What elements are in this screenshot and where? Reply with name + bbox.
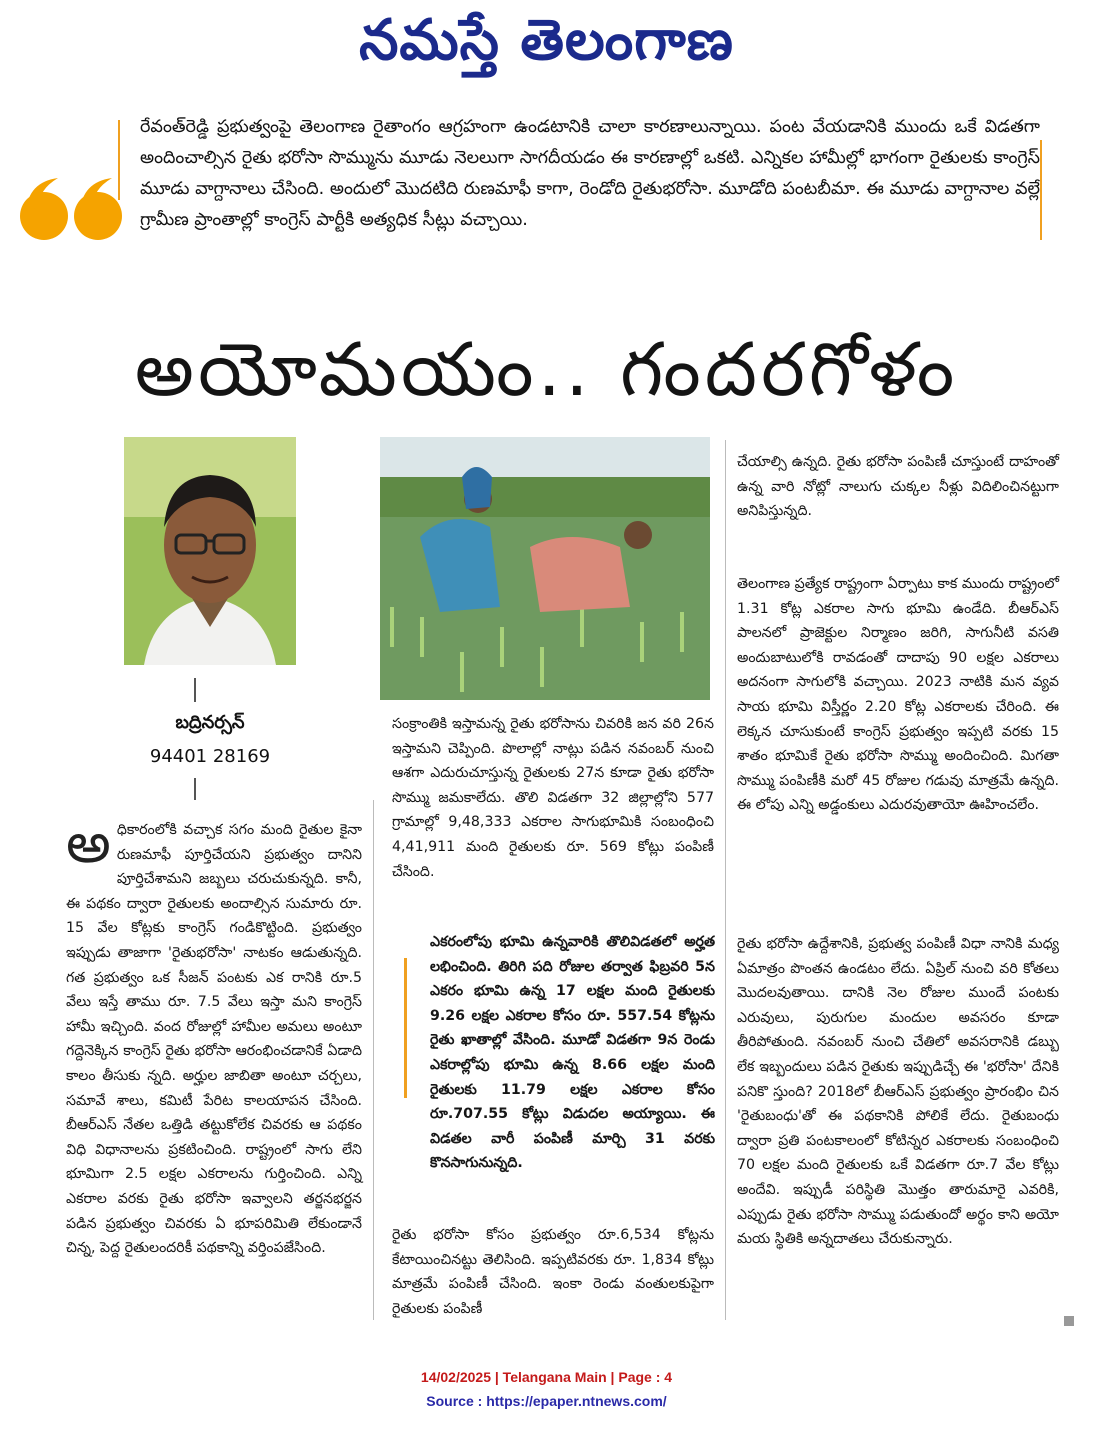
headline: అయోమయం.. గందరగోళం — [134, 327, 959, 413]
dropcap: అ — [66, 811, 111, 876]
column-3-bottom — [737, 932, 1059, 1252]
col2-para-1: సంక్రాంతికి ఇస్తామన్న రైతు భరోసాను చివరికి జన వరి 26న ఇస్తామని చెప్పింది. పొలాల్లో నాట్లు పడిన నవంబర్ నుంచి ఆశగా ఎదురుచూస్తున్న రైతులకు 27న కూడా రైతు భరోసా సొమ్ము జమకాలేదు. తొలి విడతగా 32 జిల్లాల్లోని 577 గ్రామాల్లో 9,48,333 ఎకరాల సాగుభూమికి సంబంధించి 4,41,911 మంది రైతులకు రూ. 569 కోట్లు పంపిణీ చేసింది. — [392, 716, 714, 880]
footer-source-line: Source : https://epaper.ntnews.com/ — [426, 1393, 667, 1409]
author-rule-bottom — [194, 778, 196, 800]
farm-photo — [380, 437, 710, 700]
column-3-top — [737, 450, 1059, 524]
col3-para-1: చేయాల్సి ఉన్నది. రైతు భరోసా పంపిణీ చూస్తుంటే దాహంతో ఉన్న వారి నోట్లో నాలుగు చుక్కల నీళ్లు విదిలించినట్టుగా అనిపిస్తున్నది. — [737, 454, 1059, 520]
masthead-title: నమస్తే తెలంగాణ — [359, 7, 734, 73]
col1-para-1-text: ధికారంలోకి వచ్చాక సగం మంది రైతుల కైనా రుణమాఫీ పూర్తిచేయని ప్రభుత్వం దానిని పూర్తిచేశామని జబ్బలు చరుచుకున్నది. కానీ, ఈ పథకం ద్వారా రైతులకు అందాల్సిన సుమారు రూ. 15 వేల కోట్లకు కాంగ్రెస్ గండికొట్టింది. ప్రభుత్వం ఇప్పుడు తాజాగా 'రైతుభరోసా' నాటకం ఆడుతున్నది. గత ప్రభుత్వం ఒక సీజన్ పంటకు ఎక రానికి రూ.5 వేలు ఇస్తే తాము రూ. 7.5 వేలు ఇస్తా మని కాంగ్రెస్ హామీ ఇచ్చింది. వంద రోజుల్లో హామీల అమలు అంటూ గద్దెనెక్కిన కాంగ్రెస్ రైతు భరోసా ఆరంభించడానికే ఏడాది కాలం తీసుకు న్నది. అర్హుల జాబితా అంటూ చర్చలు, సమావే శాలు, కమిటీ పేరిట కాలయాపన చేసింది. బీఆర్ఎస్ నేతల ఒత్తిడి తట్టుకోలేక చివరకు ఆ పథకం విధి విధానాలను ప్రకటించింది. రాష్ట్రంలో సాగు లేని భూమిగా 2.5 లక్షల ఎకరాలను గుర్తించింది. ఎన్ని ఎకరాల వరకు రైతు భరోసా ఇవ్వాలని తర్జనభర్జన పడిన ప్రభుత్వం చివరకు ఏ భూపరిమితి లేకుండానే చిన్న, పెద్ద రైతులందరికీ పథకాన్ని వర్తింపజేసింది. — [66, 822, 362, 1257]
highlight-bar — [404, 958, 407, 1098]
author-photo — [124, 437, 296, 665]
column-1 — [66, 811, 362, 1261]
quote-mark-icon — [18, 176, 128, 246]
col3-para-2: తెలంగాణ ప్రత్యేక రాష్ట్రంగా ఏర్పాటు కాక ముందు రాష్ట్రంలో 1.31 కోట్ల ఎకరాల సాగు భూమి ఉండేది. బీఆర్ఎస్ పాలనలో ప్రాజెక్టుల నిర్మాణం జరిగి, సాగునీటి వసతి అందుబాటులోకి రావడంతో దాదాపు 90 లక్షల ఎకరాలు అదనంగా సాగులోకి వచ్చాయి. 2023 నాటికి మన వ్యవ సాయ భూమి విస్తీర్ణం 2.20 కోట్ల ఎకరాలకు చేరింది. ఈ లెక్కన చూసుకుంటే కాంగ్రెస్ ప్రభుత్వం ఇప్పటి వరకు 15 శాతం భూమికే రైతు భరోసా సొమ్ము అందించింది. మిగతా సొమ్ము పంపిణీకి మరో 45 రోజుల గడువు మాత్రమే ఉన్నది. ఈ లోపు ఎన్ని అడ్డంకులు ఎదురవుతాయో ఊహించలేం. — [737, 576, 1059, 814]
col2-highlight-text: ఎకరంలోపు భూమి ఉన్నవారికి తొలివిడతలో అర్హత లభించింది. తిరిగి పది రోజుల తర్వాత ఫిబ్రవరి 5న ఎకరం భూమి ఉన్న 17 లక్షల మంది రైతులకు 9.26 లక్షల ఎకరాల కోసం రూ. 557.54 కోట్లను రైతు ఖాతాల్లో వేసింది. మూడో విడతగా 9న రెండు ఎకరాల్లోపు భూమి ఉన్న 8.66 లక్షల మంది రైతులకు 11.79 లక్షల ఎకరాల కోసం రూ.707.55 కోట్లు విడుదల అయ్యాయి. ఈ విడతల వారీ పంపిణీ మార్చి 31 వరకు కొనసాగునున్నది. — [430, 934, 715, 1172]
highlight-box — [430, 930, 715, 1176]
author-rule-top — [194, 678, 196, 702]
col1-para-1 — [66, 811, 362, 1261]
column-2-bottom — [392, 1223, 714, 1321]
footer-edition-line: 14/02/2025 | Telangana Main | Page : 4 — [420, 1369, 673, 1385]
pull-quote: రేవంత్‌రెడ్డి ప్రభుత్వంపై తెలంగాణ రైతాంగం ఆగ్రహంగా ఉండటానికి చాలా కారణాలున్నాయి. పంట వేయడానికి ముందు ఒకే విడతగా అందించాల్సిన రైతు భరోసా సొమ్మును మూడు నెలలుగా సాగదీయడం ఈ కారణాల్లో ఒకటి. ఎన్నికల హామీల్లో భాగంగా రైతులకు కాంగ్రెస్ మూడు వాగ్దానాలు చేసింది. అందులో మొదటిది రుణమాఫీ కాగా, రెండోది రైతుభరోసా. మూడోది పంటబీమా. ఈ మూడు వాగ్దానాల వల్లే గ్రామీణ ప్రాంతాల్లో కాంగ్రెస్ పార్టీకి అత్యధిక సీట్లు వచ్చాయి. — [140, 117, 1040, 230]
column-2-top — [392, 712, 714, 884]
column-rule-2 — [725, 440, 726, 1320]
author-phone: 94401 28169 — [149, 746, 271, 767]
col3-para-3: రైతు భరోసా ఉద్దేశానికి, ప్రభుత్వ పంపిణీ విధా నానికి మధ్య ఏమాత్రం పొంతన ఉండటం లేదు. ఏప్రిల్ నుంచి వరి కోతలు మొదలవుతాయి. దానికి నెల రోజుల ముందే పంటకు ఎరువులు, పురుగుల మందుల అవసరం కూడా తీరిపోతుంది. నవంబర్ నుంచి చేతిలో అవసరానికి డబ్బు లేక ఇబ్బందులు పడిన రైతుకు ఇప్పుడిచ్చే ఈ 'భరోసా' దేనికి పనికొ స్తుంది? 2018లో బీఆర్ఎస్ ప్రభుత్వం ప్రారంభిం చిన 'రైతుబంధు'తో ఈ పథకానికి పోలికే లేదు. రైతుబంధు ద్వారా ప్రతి పంటకాలంలో కోటిన్నర ఎకరాలకు సంబంధించి 70 లక్షల మంది రైతులకు ఒకే విడతగా రూ.7 వేల కోట్లు అందేవి. ఇప్పుడీ పరిస్థితి మొత్తం తారుమారై ఎవరికి, ఎప్పుడు రైతు భరోసా సొమ్ము పడుతుందో అర్థం కాని అయో మయ స్థితికి అన్నదాతలు చేరుకున్నారు. — [737, 936, 1059, 1248]
quote-rule-right — [1040, 140, 1042, 240]
col2-para-2: రైతు భరోసా కోసం ప్రభుత్వం రూ.6,534 కోట్లను కేటాయించినట్టు తెలిసింది. ఇప్పటివరకు రూ. 1,834 కోట్లు మాత్రమే పంపిణీ చేసింది. ఇంకా రెండు వంతులకుపైగా రైతులకు పంపిణీ — [392, 1227, 714, 1317]
article-end-mark — [1064, 1316, 1074, 1326]
column-rule-1 — [373, 800, 374, 1320]
column-3-middle — [737, 572, 1059, 818]
author-name: బద్రినర్సన్ — [175, 712, 245, 733]
